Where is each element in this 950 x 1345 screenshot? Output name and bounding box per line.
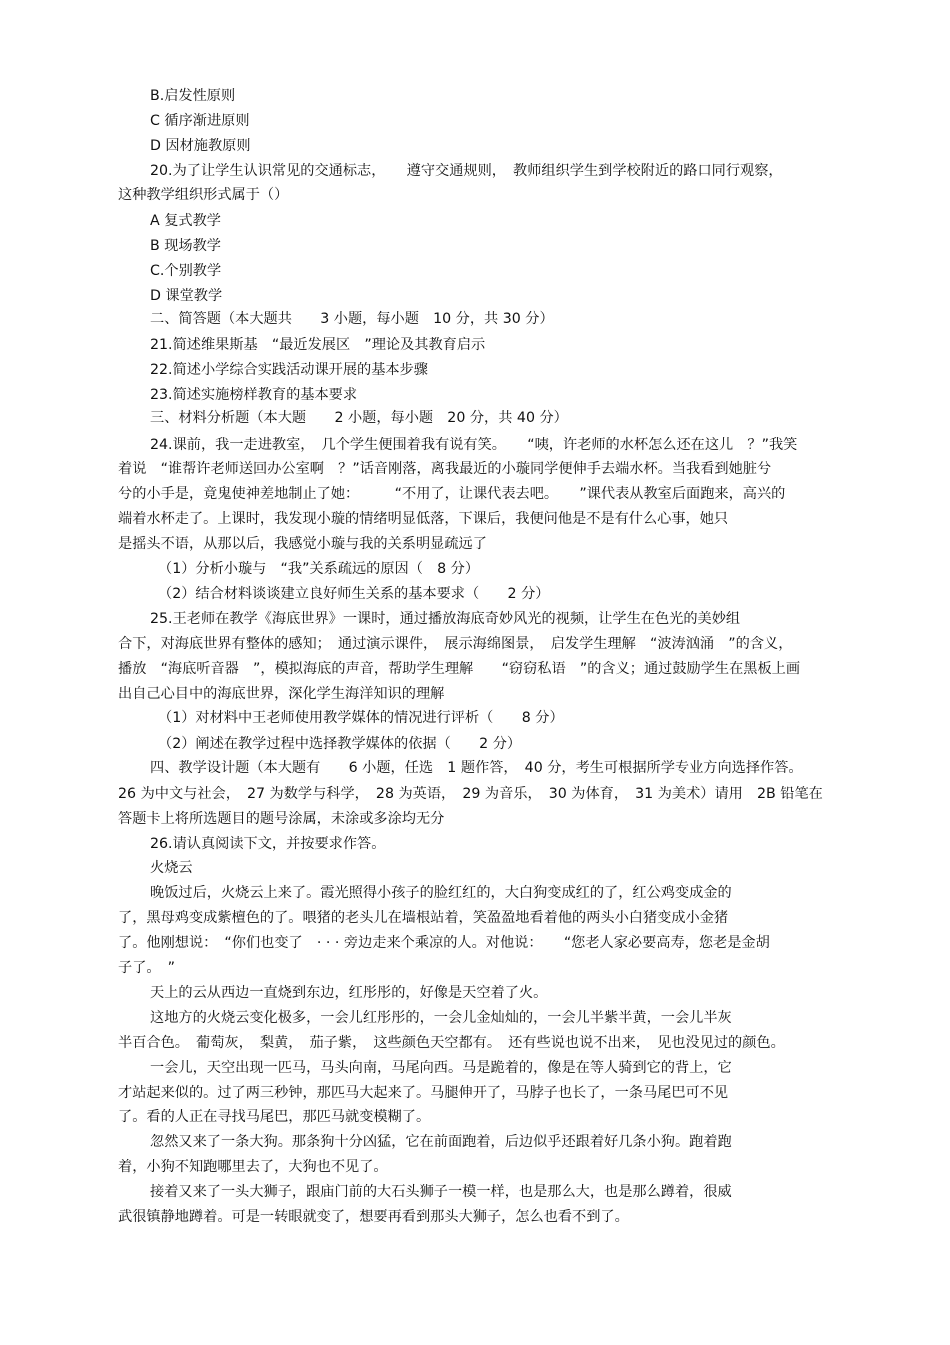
question-24-line-5: 是摇头不语，从那以后，我感觉小璇与我的关系明显疏远了 — [118, 536, 487, 552]
passage-para-6-line-1: 接着又来了一头大狮子，跟庙门前的大石头狮子一模一样，也是那么大，也是那么蹲着，很威 — [150, 1184, 732, 1200]
passage-para-4-line-2: 才站起来似的。过了两三秒钟，那匹马大起来了。马腿伸开了，马脖子也长了，一条马尾巴可不见 — [118, 1085, 729, 1101]
question-25-line-3: 播放 “海底听音器 ”，模拟海底的声音，帮助学生理解 “窃窃私语 ”的含义；通过鼓励学生在黑板上画 — [118, 661, 801, 677]
question-24: 24.课前，我一走进教室， 几个学生便围着我有说有笑。 “咦，许老师的水杯怎么还在这儿 ？”我笑 — [150, 437, 798, 453]
passage-para-5-line-2: 着，小狗不知跑哪里去了，大狗也不见了。 — [118, 1159, 388, 1175]
passage-para-3-line-2: 半百合色。 葡萄灰， 梨黄， 茄子紫， 这些颜色天空都有。 还有些说也说不出来， 见也没见过的颜色。 — [118, 1035, 785, 1051]
question-25: 25.王老师在教学《海底世界》一课时，通过播放海底奇妙风光的视频，让学生在色光的美妙组 — [150, 611, 741, 627]
section-4-heading: 四、教学设计题（本大题有 6 小题，任选 1 题作答， 40 分，考生可根据所学专业方向选择作答。 — [150, 760, 803, 776]
question-21: 21.简述维果斯基 “最近发展区 ”理论及其教育启示 — [150, 337, 486, 353]
question-24-line-3: 兮的小手是，竟鬼使神差地制止了她： “不用了，让课代表去吧。 ”课代表从教室后面跑来，高兴的 — [118, 486, 786, 502]
option-d: D 课堂教学 — [150, 288, 223, 304]
question-22: 22.简述小学综合实践活动课开展的基本步骤 — [150, 362, 428, 378]
question-23: 23.简述实施榜样教育的基本要求 — [150, 387, 358, 403]
passage-para-4-line-1: 一会儿，天空出现一匹马，马头向南，马尾向西。马是跪着的，像是在等人骑到它的背上，它 — [150, 1060, 732, 1076]
option-d-individualized: D 因材施教原则 — [150, 138, 251, 154]
passage-para-2: 天上的云从西边一直烧到东边，红彤彤的，好像是天空着了火。 — [150, 985, 548, 1001]
question-25-line-2: 合下，对海底世界有整体的感知； 通过演示课件， 展示海绵图景， 启发学生理解 “波涛汹涌 ”的含义， — [118, 636, 793, 652]
question-20-cont: 这种教学组织形式属于（） — [118, 187, 289, 203]
passage-para-4-line-3: 了。看的人正在寻找马尾巴，那匹马就变模糊了。 — [118, 1109, 431, 1125]
option-c: C.个别教学 — [150, 263, 222, 279]
section-4-line-2: 26 为中文与社会， 27 为数学与科学， 28 为英语， 29 为音乐， 30 为体育， 31 为美术）请用 2B 铅笔在 — [118, 786, 823, 802]
question-25-sub-1: （1）对材料中王老师使用教学媒体的情况进行评析（ 8 分） — [158, 710, 564, 726]
option-b-heuristic: B.启发性原则 — [150, 88, 236, 104]
question-24-sub-2: （2）结合材料谈谈建立良好师生关系的基本要求（ 2 分） — [158, 586, 550, 602]
section-2-heading: 二、简答题（本大题共 3 小题，每小题 10 分，共 30 分） — [150, 311, 554, 327]
passage-para-6-line-2: 武很镇静地蹲着。可是一转眼就变了，想要再看到那头大狮子，怎么也看不到了。 — [118, 1209, 629, 1225]
question-25-line-4: 出自己心目中的海底世界，深化学生海洋知识的理解 — [118, 686, 445, 702]
question-24-line-2: 着说 “谁帮许老师送回办公室啊 ？”话音刚落，离我最近的小璇同学便伸手去端水杯。当我看到她脏兮 — [118, 461, 772, 477]
question-26: 26.请认真阅读下文，并按要求作答。 — [150, 836, 386, 852]
passage-para-1-line-1: 晚饭过后，火烧云上来了。霞光照得小孩子的脸红红的，大白狗变成红的了，红公鸡变成金的 — [150, 885, 732, 901]
option-a: A 复式教学 — [150, 213, 221, 229]
passage-para-1-line-2: 了，黑母鸡变成紫檀色的了。喂猪的老头儿在墙根站着，笑盈盈地看着他的两头小白猪变成小金猪 — [118, 910, 729, 926]
passage-para-1-line-3: 了。他刚想说： “你们也变了 · · · 旁边走来个乘凉的人。对他说： “您老人家必要高寿，您老是金胡 — [118, 935, 770, 951]
section-3-heading: 三、材料分析题（本大题 2 小题，每小题 20 分，共 40 分） — [150, 410, 568, 426]
option-c-gradual: C 循序渐进原则 — [150, 113, 250, 129]
passage-para-1-line-4: 子了。 ” — [118, 960, 176, 976]
question-24-sub-1: （1）分析小璇与 “我”关系疏远的原因（ 8 分） — [158, 561, 480, 577]
passage-title: 火烧云 — [150, 860, 193, 876]
passage-para-5-line-1: 忽然又来了一条大狗。那条狗十分凶猛，它在前面跑着，后边似乎还跟着好几条小狗。跑着跑 — [150, 1134, 732, 1150]
question-20: 20.为了让学生认识常见的交通标志， 遵守交通规则， 教师组织学生到学校附近的路口同行观察， — [150, 163, 783, 179]
question-24-line-4: 端着水杯走了。上课时，我发现小璇的情绪明显低落，下课后，我便问他是不是有什么心事，她只 — [118, 511, 729, 527]
passage-para-3-line-1: 这地方的火烧云变化极多，一会儿红彤彤的，一会儿金灿灿的，一会儿半紫半黄，一会儿半灰 — [150, 1010, 732, 1026]
section-4-line-3: 答题卡上将所选题目的题号涂属，未涂或多涂均无分 — [118, 811, 445, 827]
option-b: B 现场教学 — [150, 238, 221, 254]
question-25-sub-2: （2）阐述在教学过程中选择教学媒体的依据（ 2 分） — [158, 736, 522, 752]
